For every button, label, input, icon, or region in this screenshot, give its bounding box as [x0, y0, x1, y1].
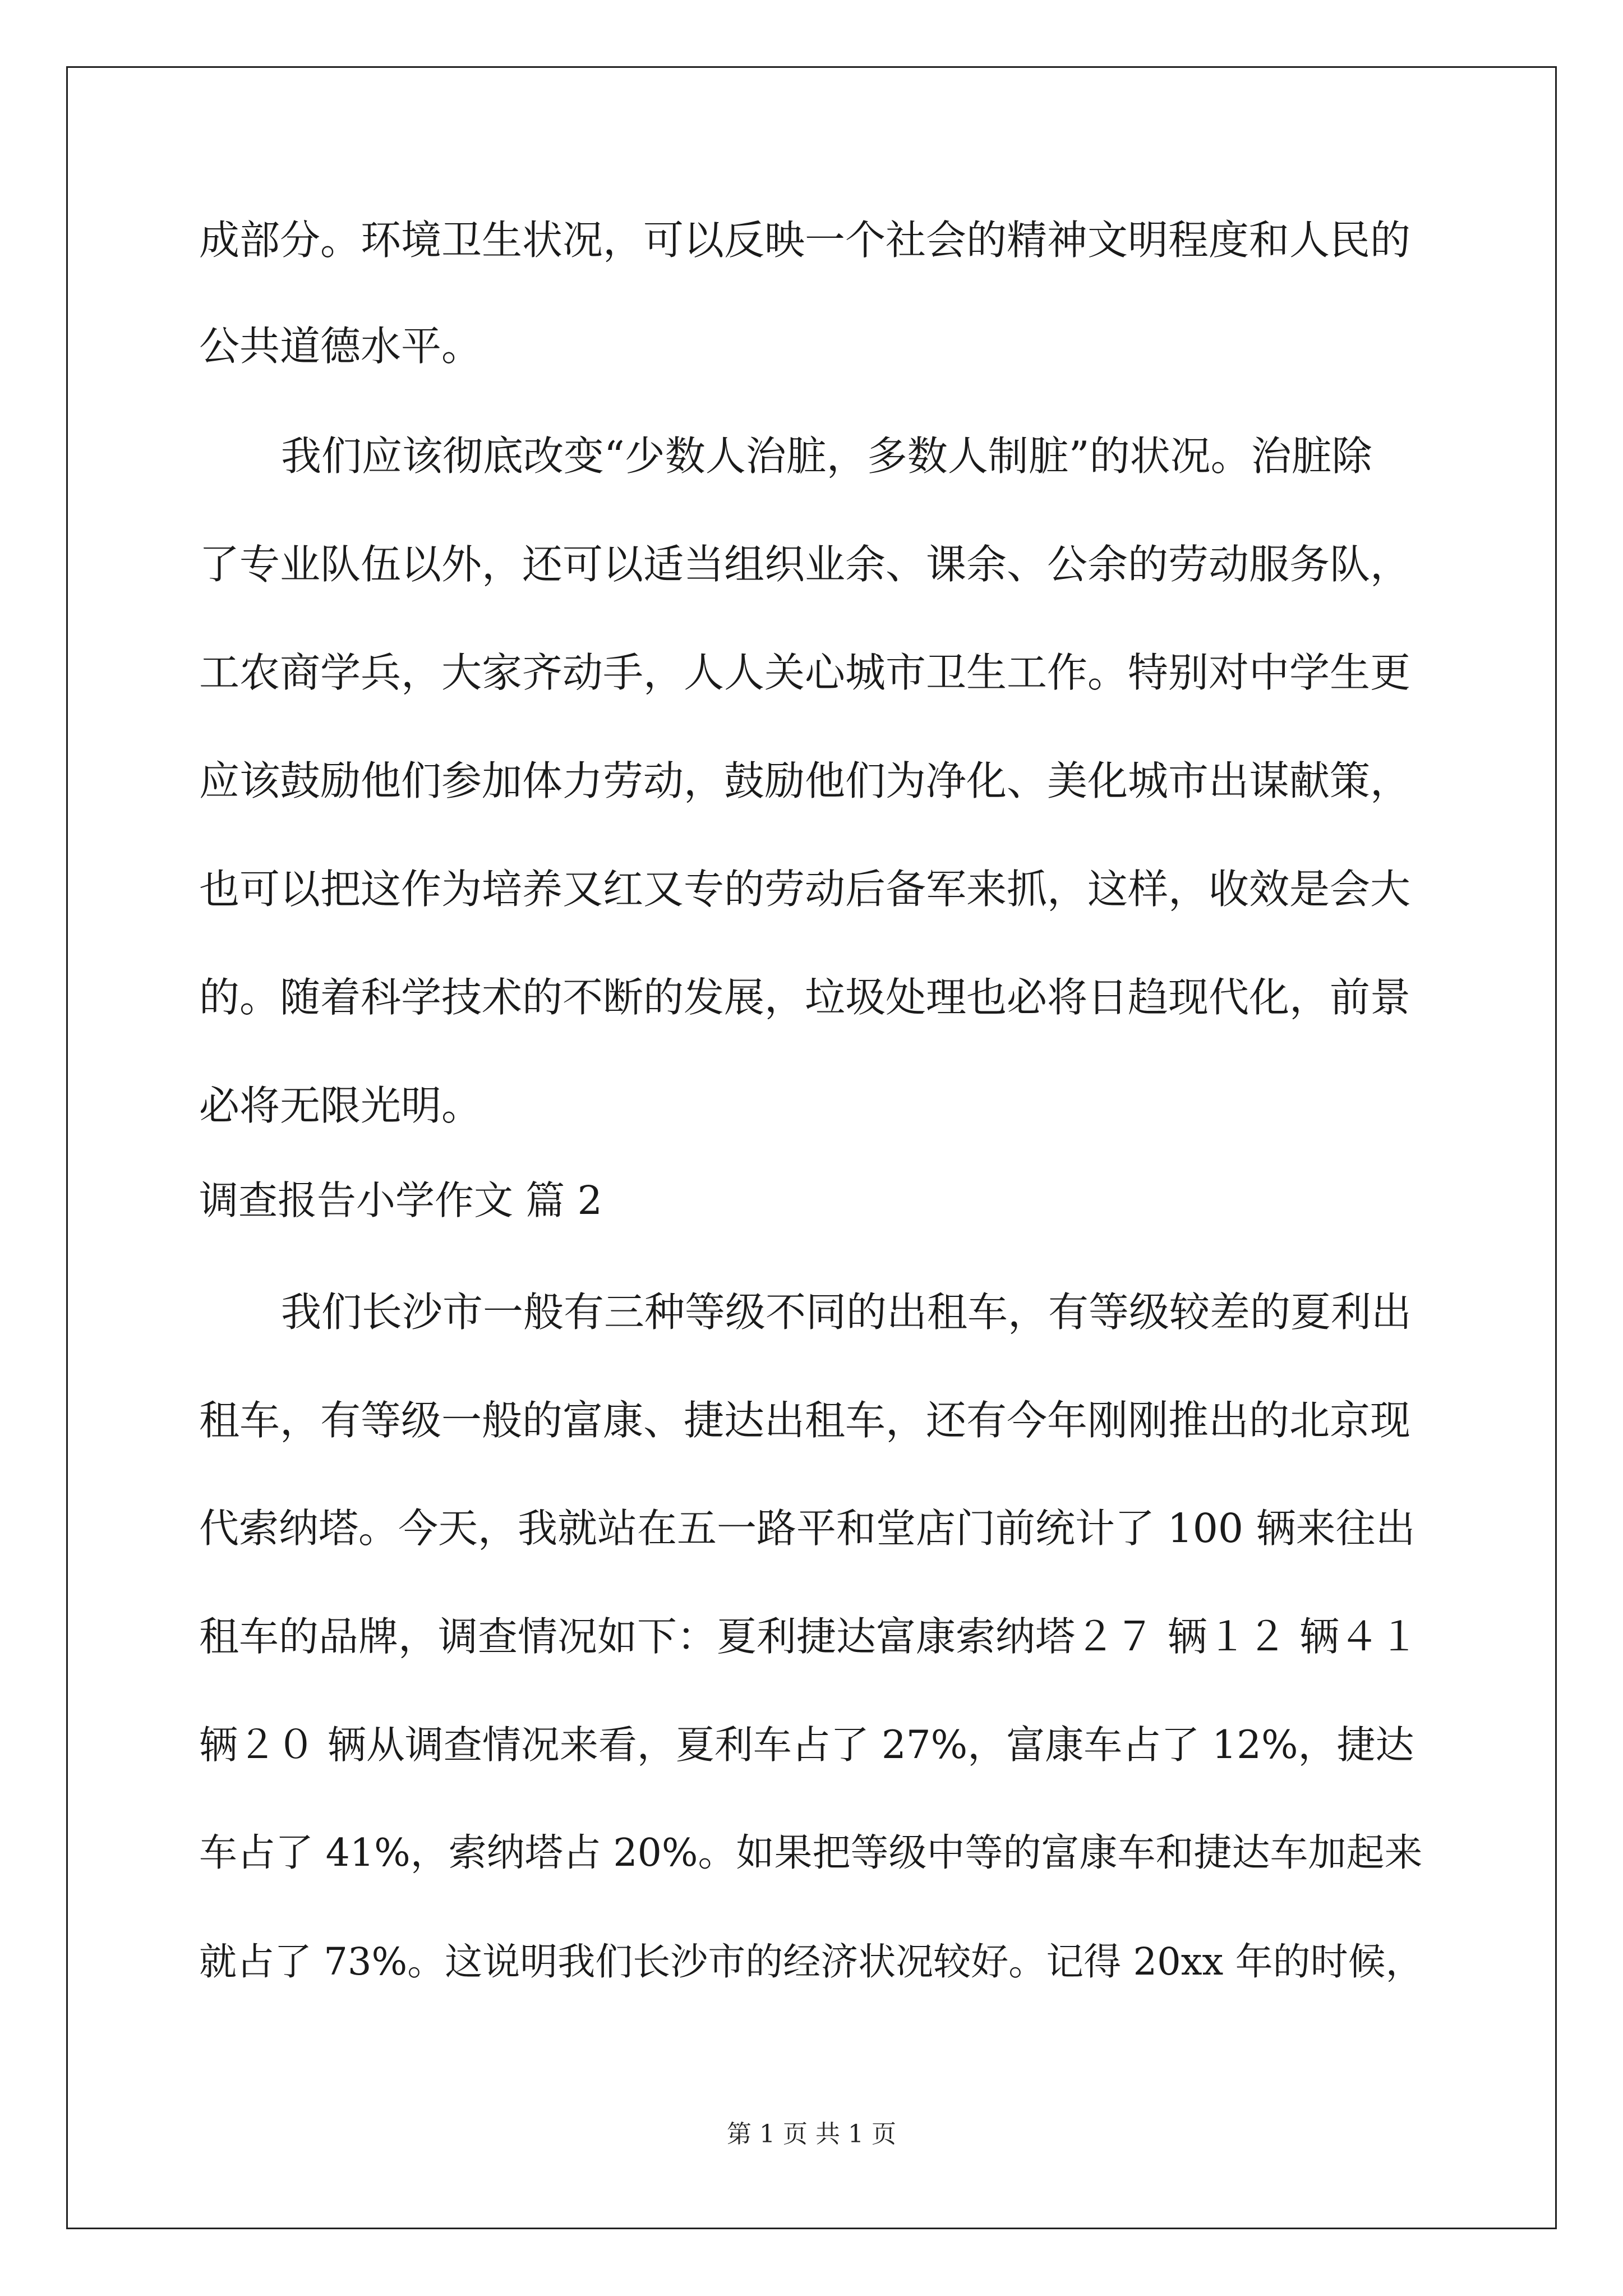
- text-line: 公共道德水平。: [199, 323, 482, 370]
- paragraph-first-line: 我们长沙市一般有三种等级不同的出租车，有等级较差的夏利出: [281, 1289, 1412, 1336]
- text-line: 代索纳塔。今天，我就站在五一路平和堂店门前统计了 100 辆来往出: [199, 1505, 1415, 1552]
- paragraph-first-line: 我们应该彻底改变“少数人治脏，多数人制脏”的状况。治脏除: [281, 432, 1372, 480]
- page-border: [66, 66, 1557, 2229]
- text-line: 也可以把这作为培养又红又专的劳动后备军来抓，这样，收效是会大: [199, 866, 1411, 913]
- text-line: 成部分。环境卫生状况，可以反映一个社会的精神文明程度和人民的: [199, 217, 1411, 264]
- text-line: 辆２０ 辆从调查情况来看，夏利车占了 27%，富康车占了 12%，捷达: [199, 1723, 1414, 1768]
- text-line: 工农商学兵，大家齐动手，人人关心城市卫生工作。特别对中学生更: [199, 649, 1411, 696]
- text-line: 租车的品牌，调查情况如下：夏利捷达富康索纳塔２７ 辆１２ 辆４１: [199, 1613, 1419, 1660]
- text-line: 租车，有等级一般的富康、捷达出租车，还有今年刚刚推出的北京现: [199, 1397, 1411, 1444]
- page-footer: 第 1 页 共 1 页: [727, 2120, 896, 2148]
- text-line: 必将无限光明。: [199, 1082, 482, 1129]
- text-line: 的。随着科学技术的不断的发展，垃圾处理也必将日趋现代化，前景: [199, 974, 1411, 1021]
- text-line: 就占了 73%。这说明我们长沙市的经济状况较好。记得 20xx 年的时候，: [199, 1940, 1423, 1984]
- section-heading: 调查报告小学作文 篇 2: [199, 1177, 603, 1223]
- text-line: 应该鼓励他们参加体力劳动，鼓励他们为净化、美化城市出谋献策，: [199, 757, 1411, 804]
- text-line: 了专业队伍以外，还可以适当组织业余、课余、公余的劳动服务队，: [199, 541, 1411, 588]
- text-line: 车占了 41%，索纳塔占 20%。如果把等级中等的富康车和捷达车加起来: [199, 1831, 1423, 1875]
